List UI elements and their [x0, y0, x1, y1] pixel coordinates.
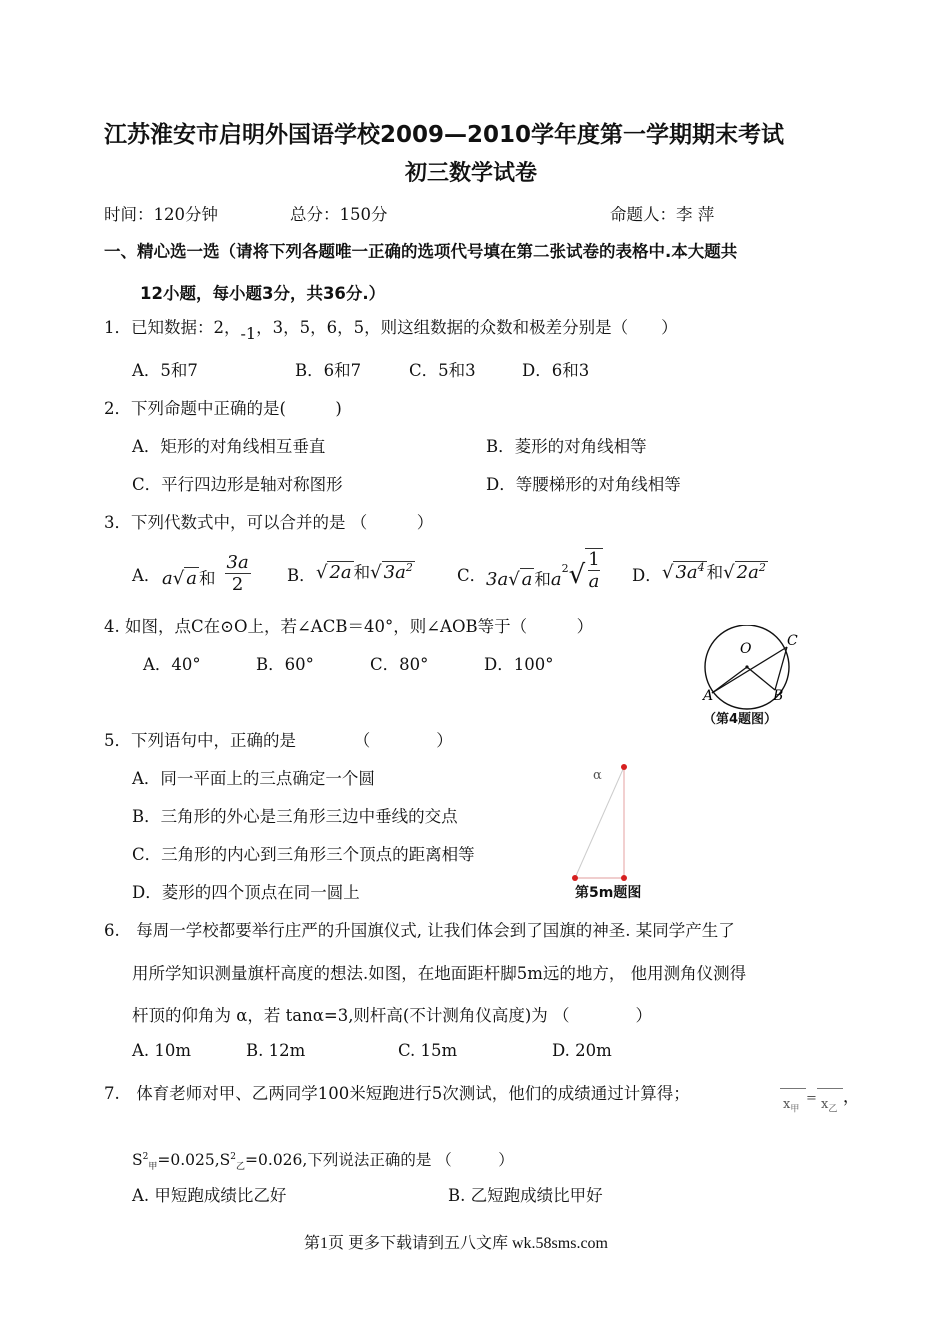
q1-stem [104, 314, 678, 343]
q1-option-d: D．6和3 [522, 361, 590, 380]
q4-center-point [745, 665, 748, 668]
q4-stem: 4. 如图，点C在⊙O上，若∠ACB＝40°，则∠AOB等于（ ） [104, 617, 594, 636]
exam-total-score: 总分：150分 [290, 205, 388, 224]
q7-s1-sub: 甲 [148, 1162, 158, 1173]
q3-d-radicand1 [673, 561, 706, 583]
q3-option-d-label: D． [632, 566, 662, 585]
q3-d-radicand2 [735, 561, 768, 583]
observer-point [572, 875, 578, 881]
q1-option-c: C．5和3 [409, 361, 476, 380]
q3-option-d-expr: √ $3a^4$ 和√ $2a^2$ [662, 561, 766, 583]
q3-option-b-expr: √ 2a 和√ $3a^2$ [316, 561, 413, 583]
q5-stem: 5．下列语句中，正确的是 （ ） [104, 731, 453, 750]
q3-a-frac-num: 3a [226, 552, 249, 573]
caption-distance: 5m [589, 885, 614, 901]
q7-mean1-sub: 甲 [790, 1104, 800, 1115]
page-footer: 第1页 更多下载请到五八文库 wk.58sms.com [304, 1235, 609, 1252]
section-heading-line2: 12小题，每小题3分，共36分.） [140, 284, 386, 303]
q7-mean1-bar [780, 1088, 806, 1089]
q3-b-exponent: 2 [405, 561, 413, 574]
q1-option-b: B．6和7 [295, 361, 362, 380]
q7-s1-value: =0.025, [157, 1151, 220, 1169]
q7-mean1 [783, 1097, 799, 1115]
q7-s2-sub: 乙 [236, 1162, 246, 1173]
angle-alpha-label: α [593, 768, 602, 783]
q6-option-d: D. 20m [552, 1041, 612, 1060]
q3-c-coef: 3a [486, 568, 509, 590]
q7-mean2-sub: 乙 [828, 1104, 838, 1115]
q7-option-b: B. 乙短跑成绩比甲好 [448, 1186, 603, 1205]
q3-option-b-label: B． [287, 566, 316, 585]
q6-line1: 6. 每周一学校都要举行庄严的升国旗仪式, 让我们体会到了国旗的神圣. 某同学产生了 [104, 921, 735, 940]
q7-s1-sup: 2 [142, 1151, 149, 1162]
q4-segment-ob [747, 667, 775, 690]
q3-b-radicand2-base: 3a [383, 562, 406, 583]
caption-suffix: 题图 [613, 885, 642, 901]
q3-b-radicand1: 2a [329, 562, 352, 583]
q3-a-and: 和 [198, 569, 216, 588]
q6-line3: 杆顶的仰角为 α，若 tanα=3,则杆高(不计测角仪高度)为 （ ） [132, 1006, 653, 1025]
q5-option-b: B．三角形的外心是三角形三边中垂线的交点 [132, 807, 458, 826]
q4-label-c: C [787, 633, 798, 649]
q7-mean2-x: x [821, 1097, 829, 1112]
exam-title: 江苏淮安市启明外国语学校2009—2010学年度第一学期期末考试 [104, 122, 785, 148]
q1-stem-negative: -1 [240, 324, 257, 343]
q3-d-and: 和 [706, 563, 724, 582]
q3-d-exponent1: 4 [697, 561, 705, 574]
q3-stem: 3．下列代数式中，可以合并的是 （ ） [104, 513, 434, 532]
q4-option-c: C．80° [370, 655, 429, 674]
q2-option-c: C．平行四边形是轴对称图形 [132, 475, 343, 494]
exam-author: 命题人：李 萍 [610, 205, 715, 224]
q7-line1: 7. 体育老师对甲、乙两同学100米短跑进行5次测试，他们的成绩通过计算得； [104, 1084, 690, 1103]
q2-stem: 2．下列命题中正确的是( ) [104, 399, 342, 418]
q3-option-a-label: A． [132, 566, 161, 585]
q7-variance-line [132, 1148, 514, 1172]
q7-mean2-bar [817, 1088, 843, 1089]
sight-line [575, 767, 624, 878]
q3-c-radicand: a [521, 568, 533, 590]
q2-option-a: A．矩形的对角线相互垂直 [132, 437, 326, 456]
q4-label-b: B [773, 688, 784, 704]
q4-option-d: D．100° [484, 655, 554, 674]
q3-c-var: a [550, 568, 562, 590]
q4-circle-figure [695, 625, 815, 710]
q5-option-d: D．菱形的四个顶点在同一圆上 [132, 883, 360, 902]
q7-option-a: A. 甲短跑成绩比乙好 [132, 1186, 287, 1205]
pole-base-point [621, 875, 627, 881]
q3-c-fraction [585, 548, 602, 592]
q5-option-a: A．同一平面上的三点确定一个圆 [132, 769, 375, 788]
pole-top-point [621, 764, 627, 770]
q3-d-radicand2-base: 2a [736, 562, 759, 583]
q3-a-radicand: a [186, 568, 197, 589]
q7-s2: S [219, 1151, 231, 1169]
q4-label-o: O [740, 641, 752, 657]
q7-comma: ， [842, 1087, 860, 1107]
q3-a-var: a [162, 568, 173, 589]
q3-c-frac-num: 1 [588, 549, 600, 570]
q3-option-a-expr: a√ a 和 $\frac{3a}{2}$ [162, 552, 249, 595]
q7-s2-sup: 2 [230, 1151, 237, 1162]
q3-b-radicand2 [382, 561, 415, 583]
q6-option-a: A. 10m [132, 1041, 192, 1060]
q7-eq: = [806, 1091, 817, 1106]
q7-s1: S [132, 1151, 143, 1169]
q7-mean1-x: x [783, 1097, 791, 1112]
exam-subtitle: 初三数学试卷 [405, 161, 538, 186]
q3-c-and: 和 [534, 569, 551, 589]
q1-option-a: A．5和7 [132, 361, 198, 380]
q3-c-exponent: 2 [561, 562, 569, 576]
q1-stem-b: ，3，5，6，5，则这组数据的众数和极差分别是（ ） [256, 318, 678, 337]
q4-option-b: B．60° [256, 655, 314, 674]
q2-option-d: D．等腰梯形的对角线相等 [486, 475, 681, 494]
q6-line2: 用所学知识测量旗杆高度的想法.如图，在地面距杆脚5m远的地方， 他用测角仪测得 [132, 964, 747, 983]
q3-d-exponent2: 2 [758, 561, 766, 574]
q3-a-frac-den: 2 [231, 574, 244, 595]
q3-option-c-expr: 3a√ a 和$a^2√$ $\frac{1}{a}$ [486, 548, 603, 592]
q6-flagpole-figure [565, 760, 635, 885]
q6-figure-caption [575, 882, 641, 902]
q3-a-fraction [225, 552, 251, 595]
q4-label-a: A [703, 688, 714, 704]
q4-option-a: A．40° [143, 655, 201, 674]
q5-option-c: C．三角形的内心到三角形三个顶点的距离相等 [132, 845, 475, 864]
caption-prefix: 第 [575, 885, 589, 901]
exam-time: 时间：120分钟 [104, 205, 218, 224]
q3-option-c-label: C． [457, 566, 487, 585]
q3-b-and: 和 [353, 563, 371, 582]
q3-d-radicand1-base: 3a [675, 562, 698, 583]
q6-option-b: B. 12m [246, 1041, 306, 1060]
q6-option-c: C. 15m [398, 1041, 458, 1060]
q1-stem-a: 1．已知数据：2， [104, 318, 241, 337]
q3-c-frac-den: a [588, 571, 600, 592]
q2-option-b: B．菱形的对角线相等 [486, 437, 647, 456]
q4-figure-caption: （第4题图） [703, 712, 778, 727]
q7-s2-value: =0.026,下列说法正确的是 （ ） [245, 1151, 514, 1169]
section-heading-line1: 一、精心选一选（请将下列各题唯一正确的选项代号填在第二张试卷的表格中.本大题共 [104, 242, 738, 261]
q7-mean2 [821, 1097, 837, 1115]
